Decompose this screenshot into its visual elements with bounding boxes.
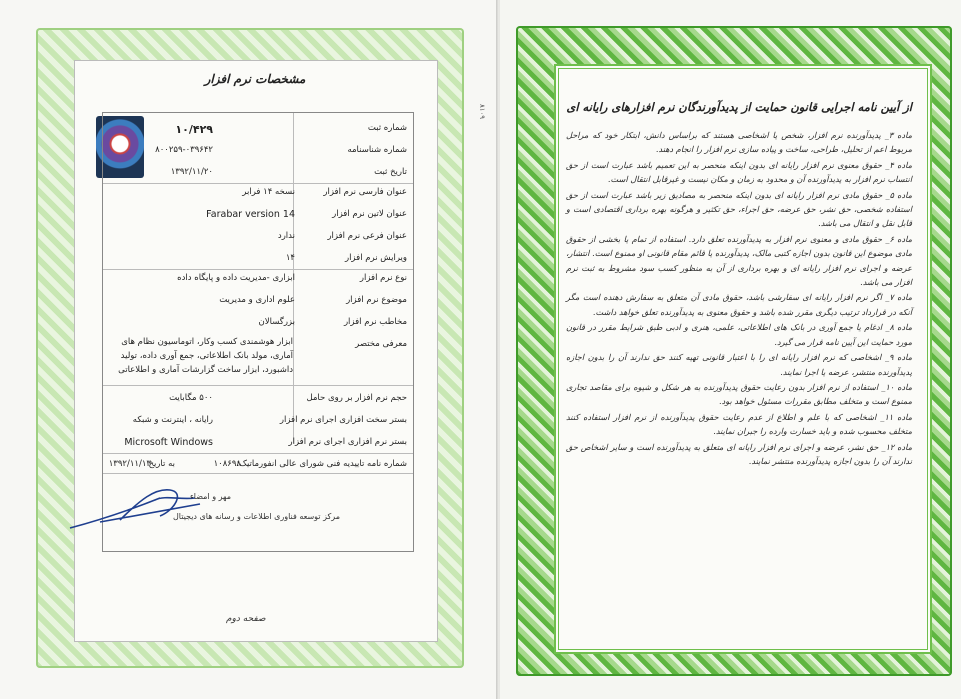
article-paragraph: ماده ۹_ اشخاصی که نرم افزار رایانه ای را با اعتبار قانونی تهیه کنند حق ندارند آن را بدون اجازه پدیدآورنده منتشر، عرضه یا اجرا نمایند. [566,352,912,377]
article-paragraph: ماده ۸_ ادغام یا جمع آوری در بانک های اطلاعاتی، علمی، هنری و ادبی طبق شرایط مقرر در قانون مورد حمایت این آیین نامه قرار می گیرد. [566,322,912,347]
signature-stamp [60,470,210,540]
specs-table: شماره ثبت ۱۰/۴۲۹ شماره شناسنامه ۸۰۰۲۵۹-۰۳۹۶۴۲ تاریخ ثبت ۱۳۹۲/۱۱/۲۰ عنوان فارسی نرم افزار نسخه ۱۴ فرابر عنوان لاتین نرم افزار Farabar version 14 عنوان فرعی نرم افزار ندارد ویرایش نرم افزار ۱۴ نوع نرم افزار ابزاری -مدیریت داده و پایگاه داده موضوع نرم افزار علوم اداری و مدیریت مخاطب نرم افزار بزرگسالان معرفی مختصر ابزار هوشمندی کسب وکار، اتوماسیون نظام های آماری، مولد بانک اطلاعاتی، جمع آوری داده، تولید داشبورد، ابزار ساخت گزارشات آماری و اطلاعاتی حجم نرم افزار بر روی حامل ۵۰۰ مگابایت بستر سخت افزاری اجرای نرم افزار رایانه ، اینترنت و شبکه بستر نرم افزاری اجرای نرم افزار Microsoft Windows شماره نامه تاییدیه فنی شورای عالی انفورماتیک: ۱۰۸۶۹۸ به تاریخ ۱۳۹۲/۱۱/۱۳ [102,112,414,552]
article-paragraph: ماده ۱۲_ حق نشر، عرضه و اجرای نرم افزار رایانه ای متعلق به پدیدآورنده است و سایر اشخاص حق ندارند آن را بدون اجازه پدیدآورنده منتشر نمایند. [566,441,912,466]
article-paragraph: ماده ۵_ حقوق مادی نرم افزار رایانه ای بدون اینکه منحصر به مصادیق زیر باشد عبارت است از حق استفاده شخصی، حق نشر، حق عرضه، حق اجراء، حق تکثیر و هرگونه بهره برداری اقتصادی است و قابل نقل و انتقال می باشد. [566,189,912,229]
issuing-center: مرکز توسعه فناوری اطلاعات و رسانه های دیجیتال [172,512,340,521]
article-paragraph: ماده ۷_ اگر نرم افزار رایانه ای سفارشی باشد، حقوق مادی آن متعلق به سفارش دهنده است مگر آنکه در قرارداد ترتیب دیگری مقرر شده باشد و حقوق معنوی به پدیدآورنده تعلق خواهد داشت. [566,292,912,317]
article-paragraph: ماده ۶_ حقوق مادی و معنوی نرم افزار به پدیدآورنده تعلق دارد. استفاده از تمام یا بخشی از حقوق مادی موضوع این قانون بدون اجازه کتبی مالک، پدیدآورنده یا قائم مقام قانونی او ممنوع است. انتشار، عرضه و اجرای نرم افزار رایانه ای و بهره برداری از آن به منظور کسب سود مشروط به ثبت نرم افزار می باشد. [566,233,912,288]
regulation-articles [566,128,912,469]
article-paragraph: ماده ۳_ پدیدآورنده نرم افزار، شخص یا اشخاصی هستند که براساس دانش، ابتکار خود که مراحل مربوط اعم از تحلیل، طراحی، ساخت و پیاده سازی نرم افزار را انجام دهند. [566,130,912,155]
article-paragraph: ماده ۱۰_ استفاده از نرم افزار بدون رعایت حقوق پدیدآورنده به هر شکل و شیوه برای مقاصد تجاری ممنوع است و متخلف مطابق مقررات مسئول خواهد بود. [566,381,913,407]
article-paragraph: ماده ۱۱_ اشخاصی که با علم و اطلاع از عدم رعایت حقوق پدیدآورنده از نرم افزار استفاده کنند متخلف محسوب شده و باید خسارت وارده را جبران نمایند. [566,411,913,437]
article-paragraph: ماده ۴_ حقوق معنوی نرم افزار رایانه ای بدون اینکه منحصر به این تعمیم باشد عبارت است از حق انتساب نرم افزار به پدیدآورنده آن و محدود به زمان و مکان نیست و غیرقابل انتقال است. [566,159,913,185]
side-serial-number: ۸۱۰۹ [478,104,486,120]
regulation-title: از آیین نامه اجرایی قانون حمایت از پدیدآورندگان نرم افزارهای رایانه ای [566,100,912,114]
stamp-label: مهر و امضاء [190,492,231,501]
page-number-label: صفحه دوم [226,614,266,624]
software-specs-title: مشخصات نرم افزار [204,72,306,86]
